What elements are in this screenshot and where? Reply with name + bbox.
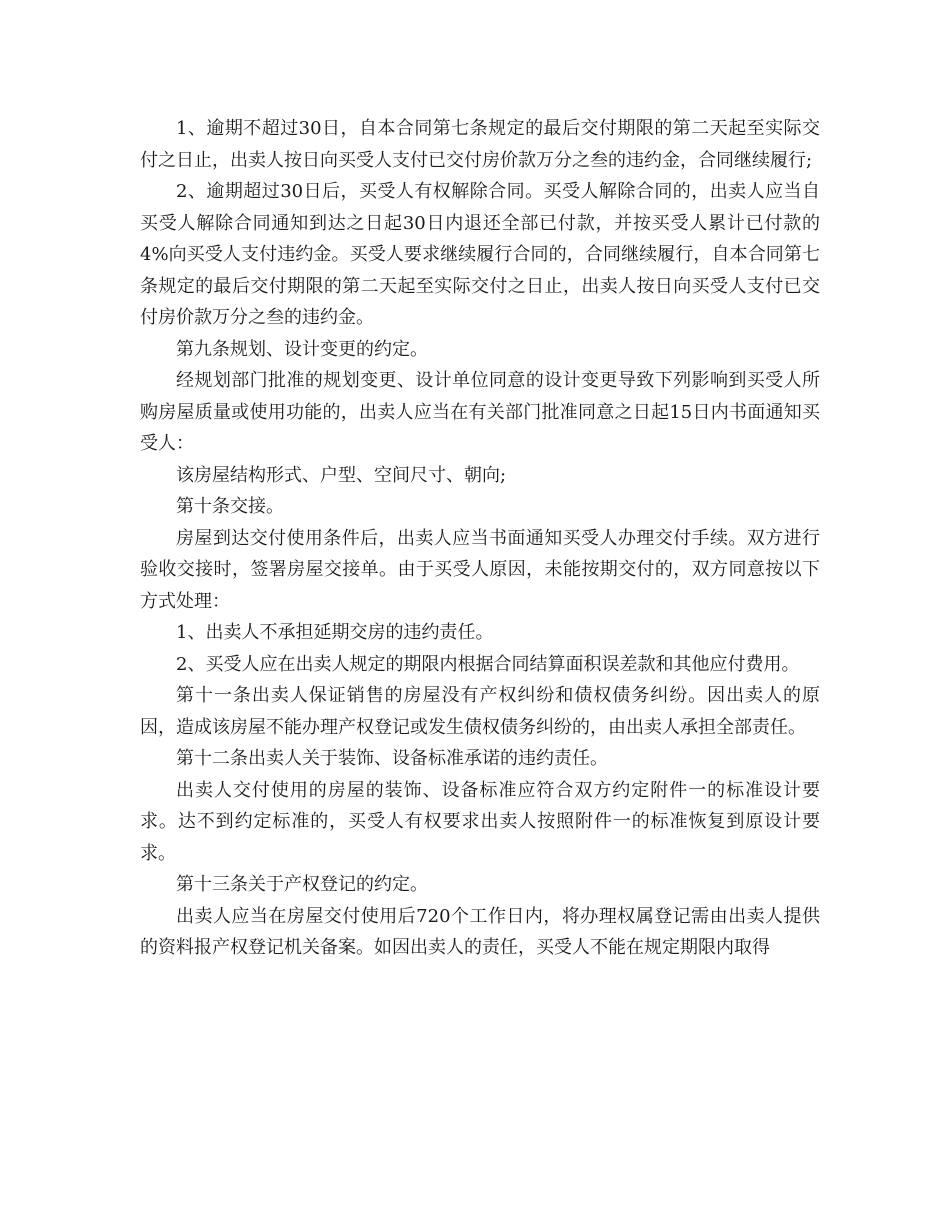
paragraph-no-delay-liability: 1、出卖人不承担延期交房的违约责任。 xyxy=(176,622,494,643)
document-body xyxy=(140,113,820,964)
paragraph-decoration-standard: 出卖人交付使用的房屋的装饰、设备标准应符合双方约定附件一的标准设计要求。达不到约定标准的，买受人有权要求出卖人按照附件一的标准恢复到原设计要求。 xyxy=(140,779,820,864)
article-11-paragraph: 第十一条出卖人保证销售的房屋没有产权纠纷和债权债务纠纷。因出卖人的原因，造成该房屋不能办理产权登记或发生债权债务纠纷的，由出卖人承担全部责任。 xyxy=(140,685,820,738)
article-9-heading: 第九条规划、设计变更的约定。 xyxy=(176,338,428,360)
article-13-heading: 第十三条关于产权登记的约定。 xyxy=(176,874,428,895)
paragraph-handover: 房屋到达交付使用条件后，出卖人应当书面通知买受人办理交付手续。双方进行验收交接时，签署房屋交接单。由于买受人原因，未能按期交付的，双方同意按以下方式处理： xyxy=(140,527,820,612)
paragraph-structure-items: 该房屋结构形式、户型、空间尺寸、朝向; xyxy=(176,464,507,486)
article-10-heading: 第十条交接。 xyxy=(176,496,284,517)
paragraph-planning-change: 经规划部门批准的规划变更、设计单位同意的设计变更导致下列影响到买受人所购房屋质量或使用功能的，出卖人应当在有关部门批准同意之日起15日内书面通知买受人： xyxy=(140,370,820,454)
paragraph-overdue-within-30-days: 1、逾期不超过30日，自本合同第七条规定的最后交付期限的第二天起至实际交付之日止，出卖人按日向买受人支付已交付房价款万分之叁的违约金，合同继续履行; xyxy=(140,118,820,171)
paragraph-overdue-over-30-days: 2、逾期超过30日后，买受人有权解除合同。买受人解除合同的，出卖人应当自买受人解除合同通知到达之日起30日内退还全部已付款，并按买受人累计已付款的4%向买受人支付违约金。买受人要求继续履行合同的，合同继续履行，自本合同第七条规定的最后交付期限的第二天起至实际交付之日止，出卖人按日向买受人支付已交付房价款万分之叁的违约金。 xyxy=(140,181,820,328)
paragraph-property-registration: 出卖人应当在房屋交付使用后720个工作日内，将办理权属登记需由出卖人提供的资料报产权登记机关备案。如因出卖人的责任，买受人不能在规定期限内取得 xyxy=(140,905,820,958)
article-12-heading: 第十二条出卖人关于装饰、设备标准承诺的违约责任。 xyxy=(176,748,608,769)
paragraph-settle-area-difference: 2、买受人应在出卖人规定的期限内根据合同结算面积误差款和其他应付费用。 xyxy=(176,653,800,675)
